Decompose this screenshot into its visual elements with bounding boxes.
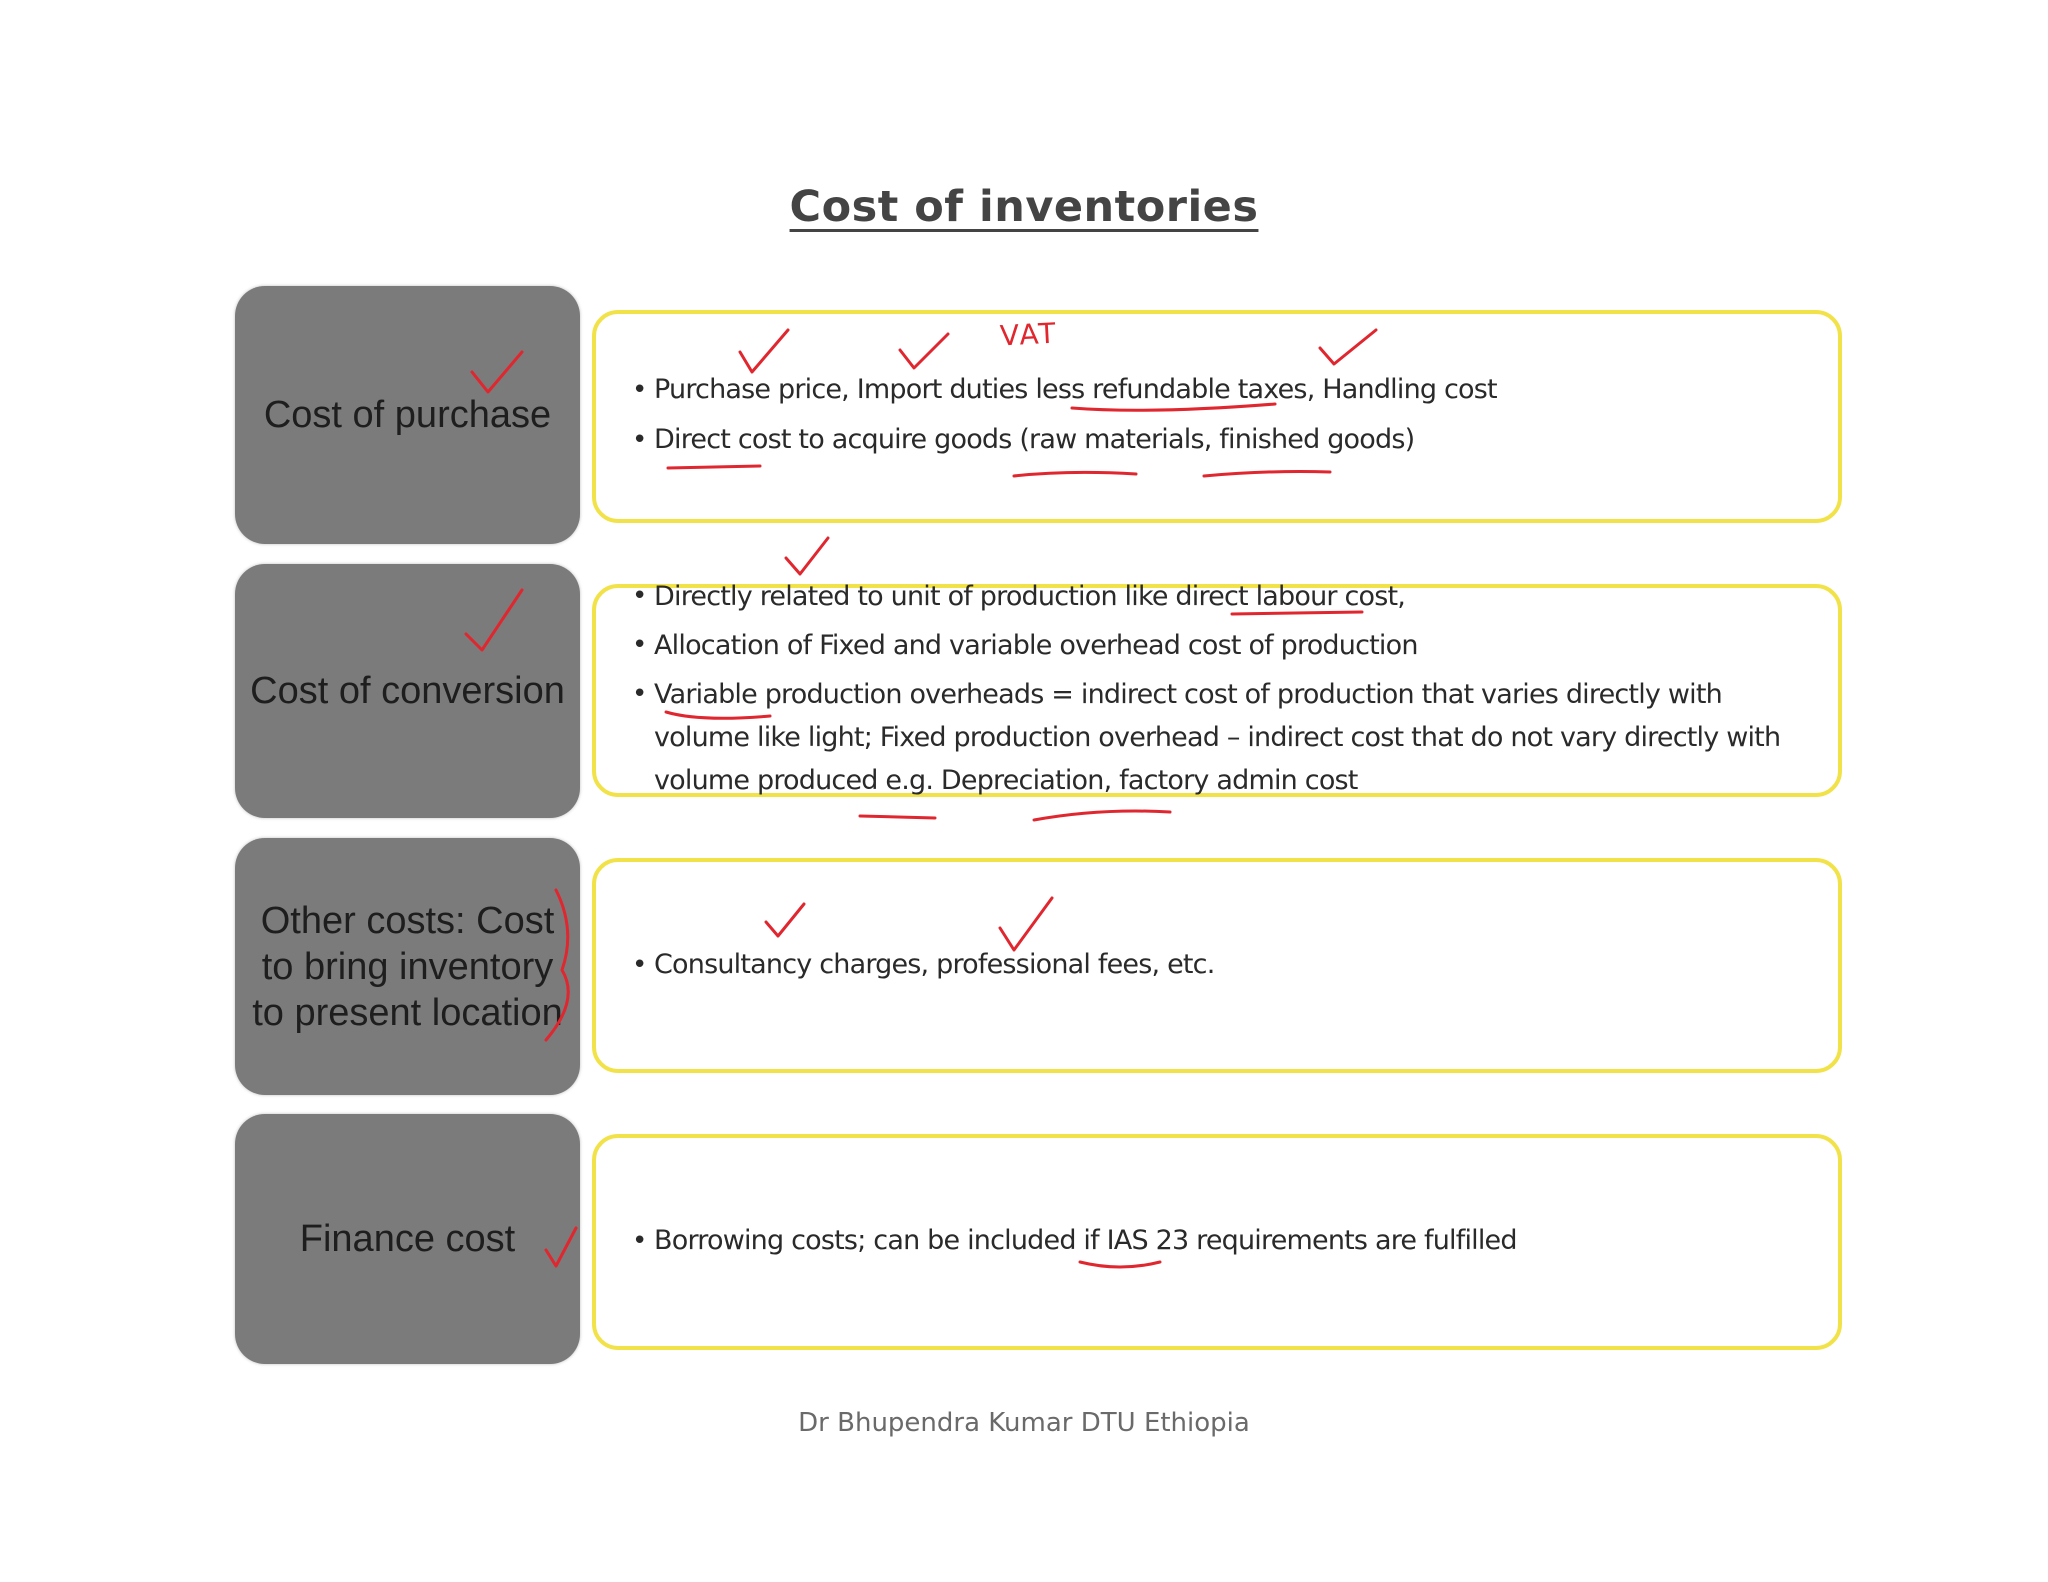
label-cost-of-purchase — [235, 286, 580, 544]
checkmark-icon — [786, 538, 828, 574]
bullet-list-finance — [632, 1219, 1802, 1263]
label-text: Cost of purchase — [263, 394, 552, 436]
bullet-item: • Consultancy charges, professional fees, etc. — [632, 943, 1802, 987]
label-text: Cost of conversion — [250, 670, 565, 712]
label-text: Finance cost — [299, 1218, 516, 1260]
bullet-item: • Borrowing costs; can be included if IAS 23 requirements are fulfilled — [632, 1219, 1802, 1263]
label-other-costs — [235, 838, 580, 1095]
slide-title: Cost of inventories — [789, 182, 1259, 232]
underline-mark — [1034, 811, 1170, 820]
label-cost-of-conversion — [235, 564, 580, 818]
bullet-item: • Variable production overheads = indirect cost of production that varies directly with volume like light; Fixed production overhead – indirect cost that do not vary directly with volume produced e.g. Depreciation, factory admin cost — [632, 673, 1802, 802]
bullet-item: • Direct cost to acquire goods (raw materials, finished goods) — [632, 418, 1802, 462]
handwritten-vat-note: VAT — [999, 316, 1059, 353]
slide-title-container — [0, 182, 2048, 232]
bullet-list-conversion — [632, 575, 1802, 802]
bullet-item: • Purchase price, Import duties less refundable taxes, Handling cost — [632, 368, 1802, 412]
underline-mark — [860, 816, 935, 818]
label-finance-cost — [235, 1114, 580, 1364]
label-text: Other costs: Cost to bring inventory to present location — [252, 899, 563, 1034]
bullet-item: • Directly related to unit of production like direct labour cost, — [632, 575, 1802, 618]
bullet-list-purchase — [632, 368, 1802, 462]
bullet-item: • Allocation of Fixed and variable overhead cost of production — [632, 624, 1802, 667]
bullet-list-other — [632, 943, 1802, 987]
footer-credit: Dr Bhupendra Kumar DTU Ethiopia — [798, 1408, 1250, 1438]
